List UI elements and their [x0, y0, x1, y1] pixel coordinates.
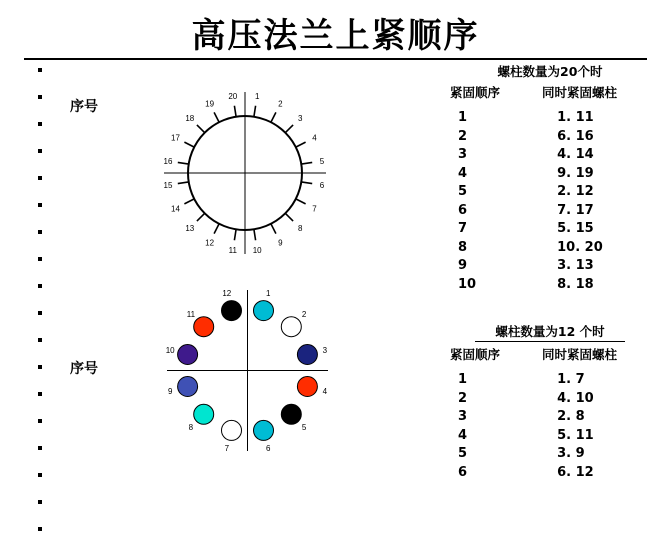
bolt-marker: [297, 377, 317, 397]
bolt-table-12-col2-header: 同时紧固螺柱: [542, 347, 618, 362]
bolt-number-label: 3: [297, 113, 303, 123]
bolt-number-label: 14: [171, 204, 180, 214]
bolt-table-20-row: [450, 183, 650, 202]
bolt-circle-svg-20: [150, 78, 340, 268]
bolt-number-label: 12: [205, 238, 215, 248]
bolt-circle-svg-12: [155, 278, 340, 463]
bolt-marker: [254, 301, 274, 321]
bolt-tick: [254, 106, 256, 117]
bolt-table-20-bolts: 8. 18: [557, 276, 594, 292]
bolt-table-20-order: 5: [458, 184, 468, 199]
bolt-table-20-row: [450, 109, 650, 128]
bolt-number-label: 2: [301, 309, 307, 319]
bolt-tick: [214, 224, 219, 234]
top-diagram-label: 序号: [70, 99, 98, 115]
bolt-table-12-header: [450, 345, 650, 363]
bolt-table-20-row: [450, 276, 650, 295]
bolt-marker: [194, 317, 214, 337]
bolt-tick: [254, 229, 256, 240]
bolt-number-label: 12: [222, 289, 232, 299]
bolt-table-20-bolts: 4. 14: [557, 147, 594, 162]
bolt-marker: [281, 317, 301, 337]
bolt-table-20-order: 9: [458, 258, 468, 273]
bolt-table-20-bolts: 10. 20: [557, 239, 603, 255]
bolt-table-12-row: [450, 427, 650, 446]
bolt-table-20-rows: [450, 109, 650, 294]
bullet-dot: [38, 311, 42, 315]
bullet-dot: [38, 122, 42, 126]
bolt-table-12-bolts: 6. 12: [557, 464, 594, 480]
bolt-number-label: 6: [319, 181, 325, 191]
bolt-table-12-bolts: 3. 9: [557, 446, 585, 461]
bolt-table-12-bolts: 1. 7: [557, 372, 585, 387]
bolt-number-label: 19: [205, 99, 215, 109]
bolt-table-12-col1-header: 紧固顺序: [450, 347, 501, 362]
bolt-number-label: 17: [171, 133, 180, 143]
bolt-number-label: 16: [163, 156, 173, 166]
bolt-number-label: 4: [312, 133, 317, 143]
bolt-table-20-order: 7: [458, 221, 468, 236]
bolt-tick: [184, 142, 194, 147]
bullet-dot: [38, 419, 42, 423]
bolt-table-12-heading: 螺柱数量为12 个时: [495, 324, 605, 339]
bolt-tick: [285, 125, 293, 133]
bolt-table-20-order: 10: [458, 276, 477, 292]
bolt-table-20-bolts: 5. 15: [557, 221, 594, 236]
bolt-table-20-heading: 螺柱数量为20个时: [497, 64, 603, 79]
bolt-table-12-underline: [475, 341, 625, 342]
bullet-dot: [38, 473, 42, 477]
bullet-dot: [38, 500, 42, 504]
bolt-table-20-row: [450, 257, 650, 276]
bolt-tick: [214, 112, 219, 122]
bolt-table-12-bolts: 5. 11: [557, 427, 594, 443]
bolt-number-label: 6: [265, 443, 271, 453]
bolt-marker: [178, 345, 198, 365]
bullet-dot: [38, 230, 42, 234]
bolt-number-label: 7: [224, 443, 230, 453]
bolt-tick: [234, 106, 236, 117]
bolt-tick: [296, 199, 306, 204]
page-title: 高压法兰上紧顺序: [191, 16, 480, 56]
bolt-table-20-row: [450, 220, 650, 239]
bolt-table-20-bolts: 2. 12: [557, 184, 594, 199]
bolt-table-12-bolts: 4. 10: [557, 390, 594, 406]
bolt-tick: [184, 199, 194, 204]
bullet-dot: [38, 365, 42, 369]
bolt-table-20-bolts: 3. 13: [557, 258, 594, 273]
bullet-dot: [38, 257, 42, 261]
bolt-number-label: 8: [188, 423, 194, 433]
bolt-tick: [285, 213, 293, 221]
bolt-number-label: 11: [228, 246, 237, 255]
bolt-table-20-order: 6: [458, 202, 468, 218]
bolt-tick: [178, 182, 189, 184]
bolt-table-20: [450, 62, 650, 294]
bolt-tick: [234, 229, 236, 240]
bolt-number-label: 7: [312, 204, 317, 214]
bolt-table-20-order: 2: [458, 128, 468, 144]
bullet-dot: [38, 95, 42, 99]
bolt-table-12-order: 2: [458, 390, 468, 406]
bolt-circle-diagram-20: [150, 78, 340, 268]
bolt-table-20-order: 4: [458, 165, 468, 181]
bolt-tick: [301, 162, 312, 164]
bolt-table-12-order: 5: [458, 446, 468, 461]
bolt-tick: [301, 182, 312, 184]
bolt-marker: [194, 404, 214, 424]
bolt-table-20-order: 1: [458, 110, 468, 125]
bolt-number-label: 9: [167, 387, 173, 397]
bolt-number-label: 1: [265, 289, 271, 299]
bolt-number-label: 1: [254, 92, 260, 101]
bullet-dot: [38, 338, 42, 342]
bolt-table-20-row: [450, 239, 650, 258]
title-divider: [24, 58, 647, 60]
bolt-number-label: 13: [185, 224, 195, 234]
bolt-number-label: 5: [319, 156, 325, 166]
bolt-number-label: 10: [252, 246, 262, 255]
bolt-table-20-row: [450, 146, 650, 165]
bolt-table-20-order: 8: [458, 239, 468, 255]
bolt-table-20-bolts: 7. 17: [557, 202, 594, 218]
bolt-tick: [271, 224, 276, 234]
bolt-table-12-row: [450, 408, 650, 427]
bolt-tick: [197, 125, 205, 133]
bolt-table-12-order: 6: [458, 464, 468, 480]
bolt-table-12-order: 1: [458, 372, 468, 387]
bolt-marker: [281, 404, 301, 424]
bullet-dot: [38, 68, 42, 72]
bolt-number-label: 20: [228, 92, 238, 101]
bolt-table-12-row: [450, 445, 650, 464]
bullet-dot: [38, 392, 42, 396]
bolt-table-12-rows: [450, 371, 650, 482]
bolt-marker: [222, 420, 242, 440]
bullet-dot: [38, 527, 42, 531]
bolt-table-12-row: [450, 464, 650, 483]
bottom-diagram-label: 序号: [70, 361, 98, 377]
bolt-table-12-row: [450, 371, 650, 390]
bolt-number-label: 4: [322, 387, 328, 397]
bolt-table-20-row: [450, 165, 650, 184]
bolt-number-label: 2: [278, 99, 283, 109]
left-bullet-column: [38, 68, 48, 554]
bolt-table-20-col1-header: 紧固顺序: [450, 85, 501, 100]
bullet-dot: [38, 176, 42, 180]
bullet-dot: [38, 284, 42, 288]
bolt-table-20-order: 3: [458, 147, 468, 162]
bolt-tick: [178, 162, 189, 164]
bolt-table-12: [450, 322, 650, 482]
bolt-number-label: 15: [163, 181, 173, 191]
bolt-number-label: 11: [186, 309, 196, 319]
bolt-number-label: 18: [185, 113, 195, 123]
bolt-table-20-row: [450, 128, 650, 147]
bolt-table-12-bolts: 2. 8: [557, 409, 585, 424]
bolt-table-20-row: [450, 202, 650, 221]
bolt-number-label: 9: [278, 238, 283, 248]
bolt-number-label: 3: [322, 345, 328, 355]
bolt-table-20-bolts: 6. 16: [557, 128, 594, 144]
bolt-number-label: 5: [301, 423, 307, 433]
bolt-table-12-row: [450, 390, 650, 409]
bolt-table-12-order: 3: [458, 409, 468, 424]
bolt-tick: [197, 213, 205, 221]
bolt-circle-diagram-12: [155, 278, 340, 463]
bullet-dot: [38, 149, 42, 153]
bolt-number-label: 8: [297, 224, 303, 234]
bolt-marker: [297, 345, 317, 365]
bolt-table-20-bolts: 1. 11: [557, 110, 594, 125]
bullet-dot: [38, 203, 42, 207]
bolt-table-12-order: 4: [458, 427, 468, 443]
bolt-marker: [178, 377, 198, 397]
bolt-table-20-bolts: 9. 19: [557, 165, 594, 181]
bolt-tick: [296, 142, 306, 147]
bolt-marker: [254, 420, 274, 440]
bolt-marker: [222, 301, 242, 321]
bullet-dot: [38, 446, 42, 450]
bolt-table-20-header: [450, 83, 650, 101]
bolt-tick: [271, 112, 276, 122]
bolt-number-label: 10: [165, 345, 175, 355]
bolt-table-20-col2-header: 同时紧固螺柱: [542, 85, 618, 100]
